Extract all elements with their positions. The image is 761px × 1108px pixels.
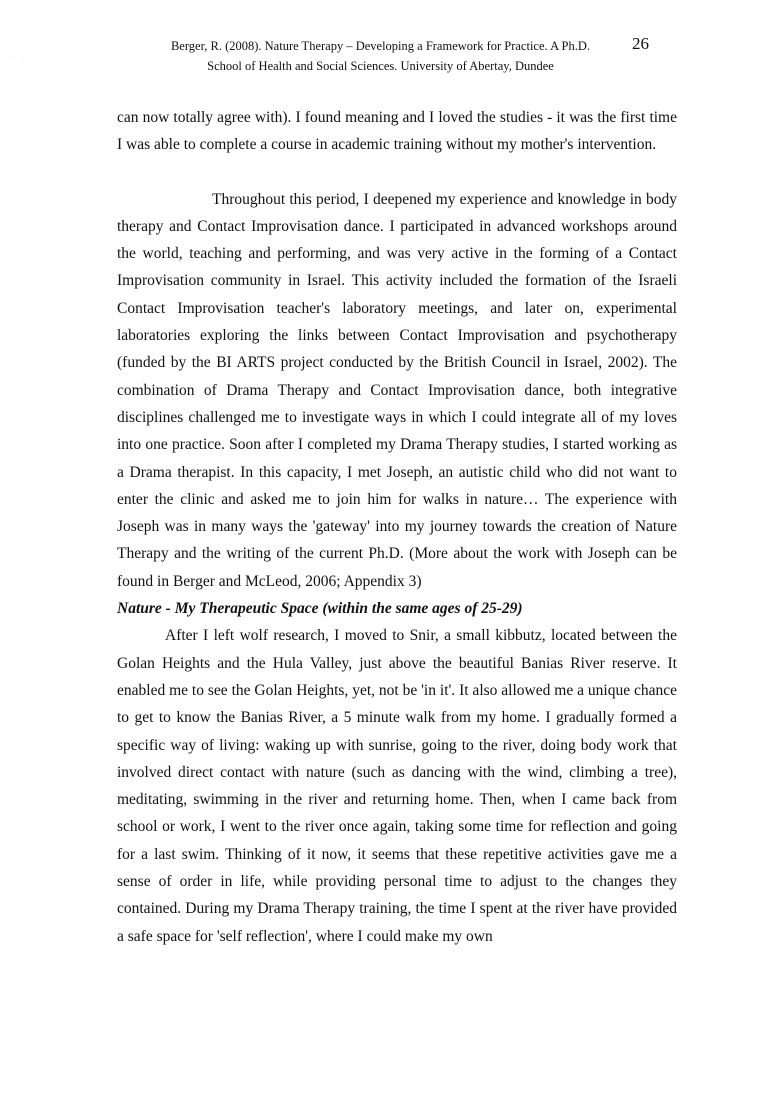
scan-artifact: · ·	[14, 54, 26, 60]
paragraph-1: can now totally agree with). I found meaning and I loved the studies - it was the first time I was able to complete a course in academic training without my mother's intervention.	[117, 109, 677, 154]
paragraph-3: After I left wolf research, I moved to Snir, a small kibbutz, located between the Golan Heights and the Hula Valley, just above the beautiful Banias River reserve. It enabled me to see the Golan Heights, yet, not be 'in it'. It also allowed me a unique chance to get to know the Banias River, a 5 minute walk from my home. I gradually formed a specific way of living: waking up with sunrise, going to the river, doing body work that involved direct contact with nature (such as dancing with the wind, climbing a tree), meditating, swimming in the river and returning home. Then, when I came back from school or work, I went to the river once again, taking some time for reflection and going for a last swim. Thinking of it now, it seems that these repetitive activities gave me a sense of order in life, while providing personal time to adjust to the changes they contained. During my Drama Therapy training, the time I spent at the river have provided a safe space for 'self reflection', where I could make my own	[117, 627, 677, 945]
main-text	[117, 104, 677, 950]
header-institution: School of Health and Social Sciences. University of Abertay, Dundee	[207, 59, 554, 73]
header-citation: Berger, R. (2008). Nature Therapy – Developing a Framework for Practice. A Ph.D.	[170, 39, 591, 53]
section-heading: Nature - My Therapeutic Space (within the same ages of 25-29)	[117, 600, 523, 618]
page-number: 26	[632, 34, 649, 53]
paragraph-2: Throughout this period, I deepened my experience and knowledge in body therapy and Contact Improvisation dance. I participated in advanced workshops around the world, teaching and performing, and was very active in the forming of a Contact Improvisation community in Israel. This activity included the formation of the Israeli Contact Improvisation teacher's laboratory meetings, and later on, experimental laboratories exploring the links between Contact Improvisation and psychotherapy (funded by the BI ARTS project conducted by the British Council in Israel, 2002). The combination of Drama Therapy and Contact Improvisation dance, both integrative disciplines challenged me to investigate ways in which I could integrate all of my loves into one practice. Soon after I completed my Drama Therapy studies, I started working as a Drama therapist. In this capacity, I met Joseph, an autistic child who did not want to enter the clinic and asked me to join him for walks in nature… The experience with Joseph was in many ways the 'gateway' into my journey towards the creation of Nature Therapy and the writing of the current Ph.D. (More about the work with Joseph can be found in Berger and McLeod, 2006; Appendix 3)	[117, 190, 677, 590]
